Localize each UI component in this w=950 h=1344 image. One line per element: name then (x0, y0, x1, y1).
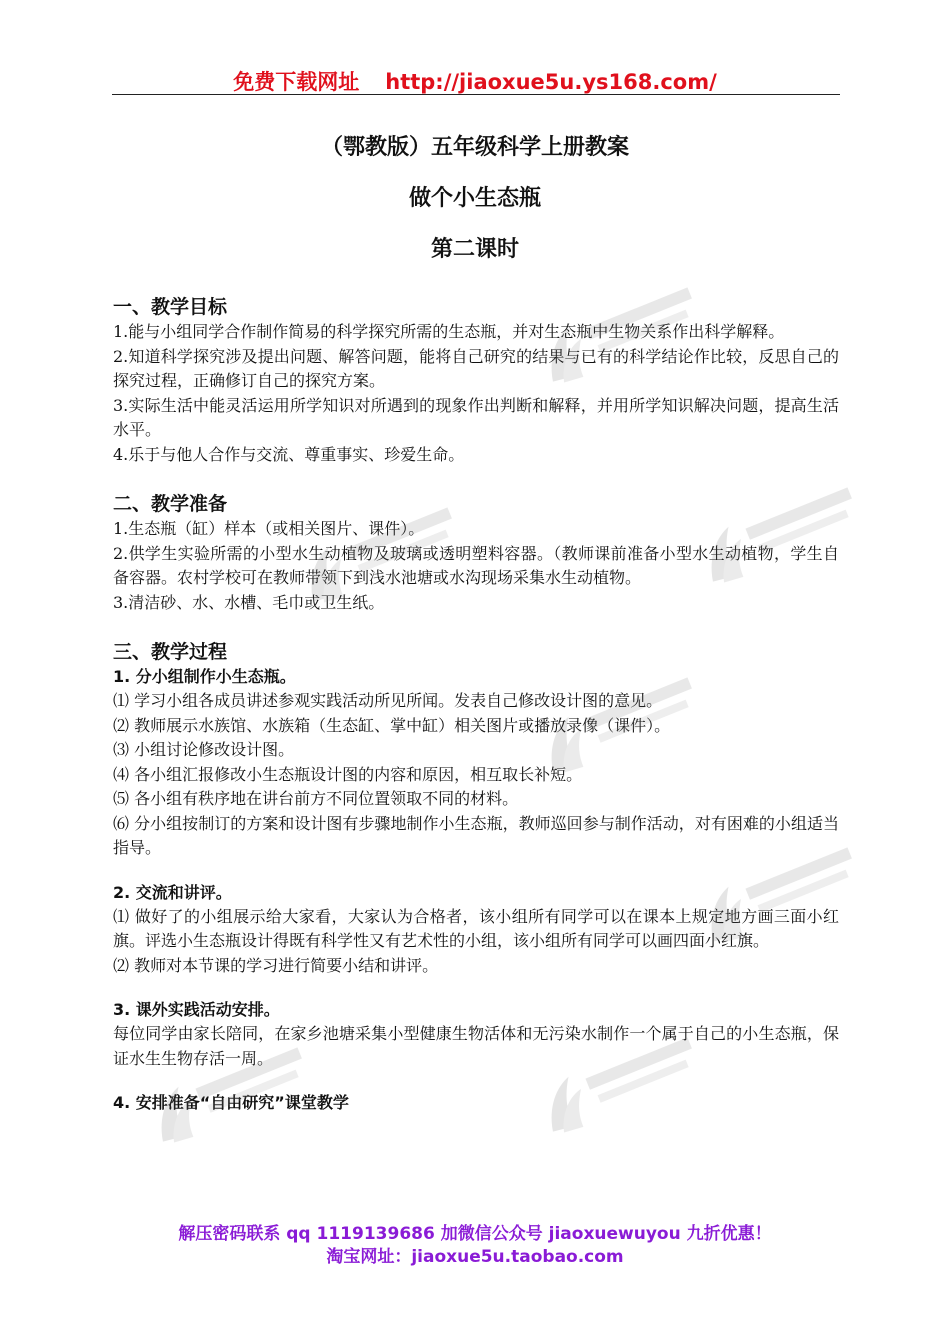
process-item: ⑶ 小组讨论修改设计图。 (113, 740, 295, 759)
section-heading-goals: 一、教学目标 (113, 296, 228, 318)
prep-item: 1.生态瓶（缸）样本（或相关图片、课件）。 (113, 519, 425, 538)
process-step-heading: 3. 课外实践活动安排。 (113, 1000, 280, 1019)
download-label: 免费下载网址 (233, 70, 360, 94)
header-divider (112, 94, 840, 95)
download-header (112, 66, 838, 96)
process-step-heading: 2. 交流和讲评。 (113, 882, 232, 902)
process-step-heading: 1. 分小组制作小生态瓶。 (113, 667, 296, 686)
goal-item: 2.知道科学探究涉及提出问题、解答问题，能将自己研究的结果与已有的科学结论作比较，反思自己的探究过程，正确修订自己的探究方案。 (113, 346, 839, 390)
process-item: ⑸ 各小组有秩序地在讲台前方不同位置领取不同的材料。 (113, 789, 519, 808)
process-item: ⑴ 学习小组各成员讲述参观实践活动所见所闻。发表自己修改设计图的意见。 (113, 691, 663, 710)
prep-item: 3.清洁砂、水、水槽、毛巾或卫生纸。 (113, 592, 385, 612)
footer-shop-link[interactable]: 淘宝网址：jiaoxue5u.taobao.com (326, 1247, 624, 1267)
section-heading-process: 三、教学过程 (113, 641, 228, 663)
goal-item: 3.实际生活中能灵活运用所学知识对所遇到的现象作出判断和解释，并用所学知识解决问题，提高生活水平。 (113, 395, 839, 439)
process-item: ⑷ 各小组汇报修改小生态瓶设计图的内容和原因，相互取长补短。 (113, 764, 583, 784)
document-body (113, 294, 839, 1115)
document-title: （鄂教版）五年级科学上册教案 (320, 135, 629, 160)
prep-item: 2.供学生实验所需的小型水生动植物及玻璃或透明塑料容器。（教师课前准备小型水生动植物，学生自备容器。农村学校可在教师带领下到浅水池塘或水沟现场采集水生动植物。 (113, 543, 839, 587)
lesson-period: 第二课时 (430, 237, 519, 262)
footer-contact: 解压密码联系 qq 1119139686 加微信公众号 jiaoxuewuyou 九折优惠！ (178, 1224, 772, 1244)
process-item: ⑵ 教师对本节课的学习进行简要小结和讲评。 (113, 955, 439, 975)
process-item: ⑹ 分小组按制订的方案和设计图有步骤地制作小生态瓶，教师巡回参与制作活动，对有困难的小组适当指导。 (113, 813, 839, 857)
download-url-link[interactable]: http://jiaoxue5u.ys168.com/ (385, 70, 717, 94)
goal-item: 4.乐于与他人合作与交流、尊重事实、珍爱生命。 (113, 444, 465, 464)
process-item: ⑴ 做好了的小组展示给大家看，大家认为合格者，该小组所有同学可以在课本上规定地方画三面小红旗。评选小生态瓶设计得既有科学性又有艺术性的小组，该小组所有同学可以画四面小红旗。 (113, 906, 839, 950)
section-heading-preparation: 二、教学准备 (113, 493, 228, 515)
process-step-heading: 4. 安排准备“自由研究”课堂教学 (113, 1093, 349, 1112)
process-item: 每位同学由家长陪同，在家乡池塘采集小型健康生物活体和无污染水制作一个属于自己的小生态瓶，保证水生生物存活一周。 (113, 1024, 839, 1068)
goal-item: 1.能与小组同学合作制作简易的科学探究所需的生态瓶，并对生态瓶中生物关系作出科学解释。 (113, 322, 785, 341)
process-item: ⑵ 教师展示水族馆、水族箱（生态缸、掌中缸）相关图片或播放录像（课件）。 (113, 715, 671, 735)
lesson-title: 做个小生态瓶 (408, 186, 541, 211)
